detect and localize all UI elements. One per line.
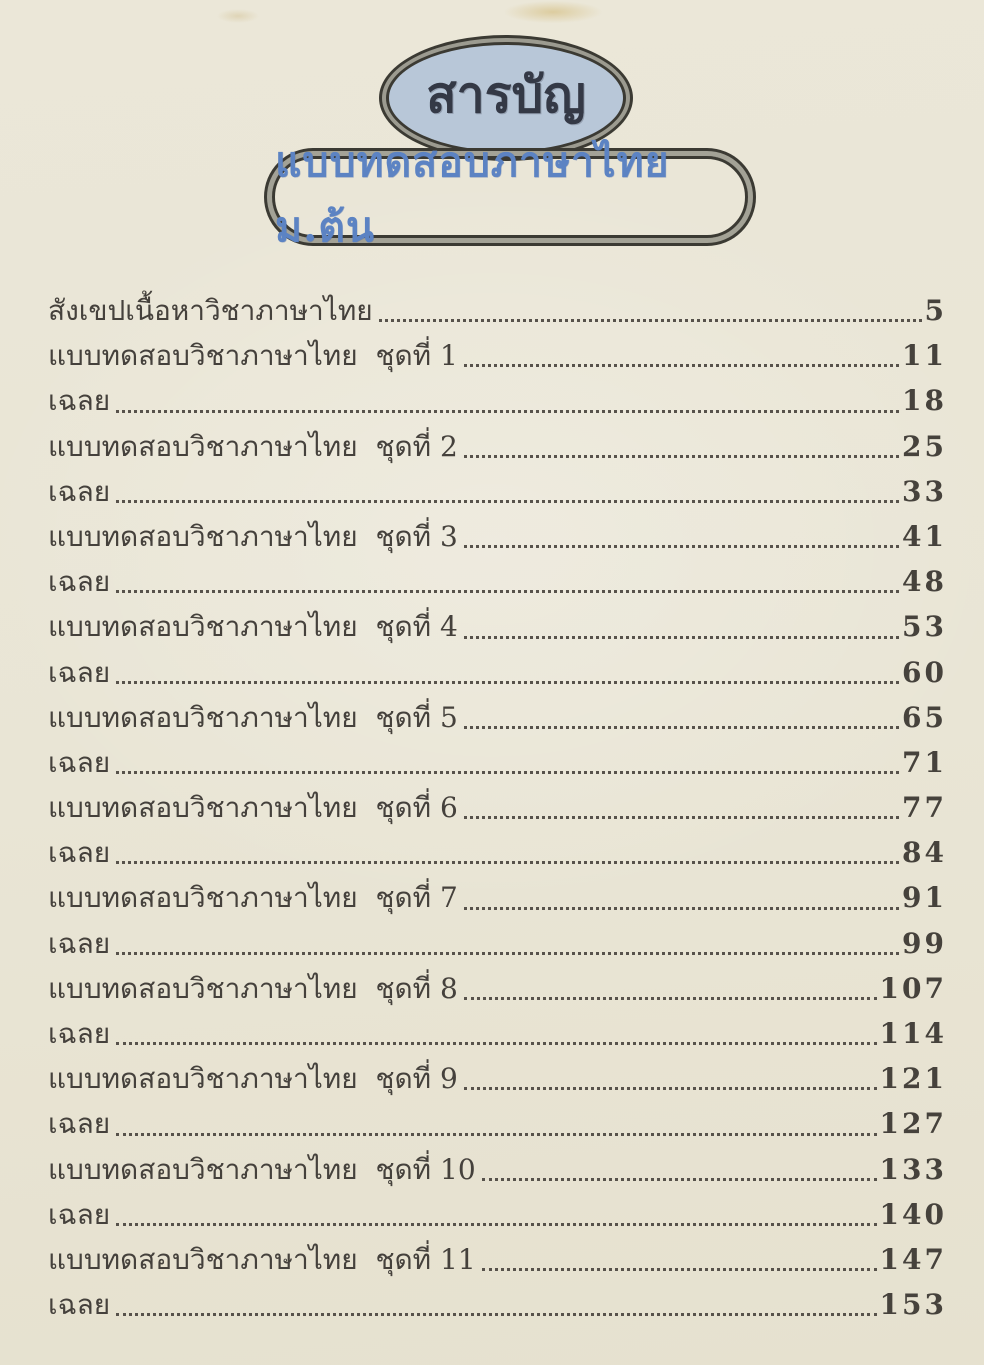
toc-entry <box>48 469 947 514</box>
toc-entry-label: เฉลย <box>48 745 111 779</box>
toc-entry-page-number: 133 <box>879 1152 947 1186</box>
toc-entry-label: เฉลย <box>48 384 111 418</box>
dotted-leader <box>116 590 899 593</box>
toc-entry <box>48 921 947 966</box>
toc-list <box>48 288 947 1327</box>
toc-entry-label: เฉลย <box>48 474 111 508</box>
dotted-leader <box>482 1268 877 1271</box>
toc-entry-label: แบบทดสอบวิชาภาษาไทย ชุดที่ 11 <box>48 1242 476 1276</box>
toc-entry <box>48 604 947 649</box>
toc-entry <box>48 785 947 830</box>
toc-entry-page-number: 71 <box>902 745 947 779</box>
toc-entry <box>48 1011 947 1056</box>
toc-entry <box>48 514 947 559</box>
toc-entry-label: แบบทดสอบวิชาภาษาไทย ชุดที่ 9 <box>48 1062 458 1096</box>
dotted-leader <box>464 907 899 910</box>
toc-entry-page-number: 53 <box>902 610 947 644</box>
dotted-leader <box>116 952 899 955</box>
dotted-leader <box>116 410 899 413</box>
dotted-leader <box>464 636 899 639</box>
toc-entry-page-number: 11 <box>902 339 947 373</box>
toc-entry <box>48 875 947 920</box>
toc-entry <box>48 830 947 875</box>
dotted-leader <box>464 364 899 367</box>
toc-entry-label: เฉลย <box>48 1017 111 1050</box>
dotted-leader <box>464 1087 877 1090</box>
dotted-leader <box>464 545 899 548</box>
toc-entry <box>48 1056 947 1101</box>
book-title-banner <box>272 138 748 251</box>
toc-entry-page-number: 114 <box>879 1017 947 1050</box>
book-title: แบบทดสอบภาษาไทย ม.ต้น <box>275 138 670 251</box>
dotted-leader <box>116 681 899 684</box>
toc-entry <box>48 288 947 333</box>
toc-entry-label: แบบทดสอบวิชาภาษาไทย ชุดที่ 7 <box>48 881 458 915</box>
toc-entry <box>48 559 947 604</box>
toc-entry-page-number: 77 <box>902 791 947 825</box>
toc-entry <box>48 1147 947 1192</box>
dotted-leader <box>116 771 899 774</box>
toc-entry <box>48 1192 947 1237</box>
toc-entry-page-number: 91 <box>902 881 947 915</box>
toc-entry-page-number: 25 <box>902 429 947 463</box>
dotted-leader <box>464 816 899 819</box>
dotted-leader <box>464 726 899 729</box>
dotted-leader <box>116 1313 876 1316</box>
dotted-leader <box>379 319 922 322</box>
dotted-leader <box>482 1178 877 1181</box>
dotted-leader <box>116 1223 876 1226</box>
dotted-leader <box>116 861 899 864</box>
toc-entry <box>48 966 947 1011</box>
toc-entry-page-number: 41 <box>902 519 947 553</box>
toc-entry <box>48 1282 947 1327</box>
toc-entry <box>48 333 947 378</box>
toc-entry-page-number: 99 <box>902 926 947 960</box>
toc-entry-label: แบบทดสอบวิชาภาษาไทย ชุดที่ 3 <box>48 519 458 553</box>
toc-entry-label: แบบทดสอบวิชาภาษาไทย ชุดที่ 4 <box>48 610 458 644</box>
toc-entry <box>48 1101 947 1146</box>
toc-entry-label: แบบทดสอบวิชาภาษาไทย ชุดที่ 6 <box>48 791 458 825</box>
toc-entry-label: แบบทดสอบวิชาภาษาไทย ชุดที่ 5 <box>48 700 458 734</box>
toc-entry <box>48 378 947 423</box>
toc-entry-page-number: 127 <box>879 1107 947 1141</box>
toc-entry-label: เฉลย <box>48 1288 111 1322</box>
toc-entry-label: เฉลย <box>48 926 111 960</box>
toc-entry-label: แบบทดสอบวิชาภาษาไทย ชุดที่ 1 <box>48 339 458 373</box>
toc-entry <box>48 424 947 469</box>
dotted-leader <box>464 455 899 458</box>
toc-entry-label: เฉลย <box>48 1197 111 1231</box>
toc-entry-label: แบบทดสอบวิชาภาษาไทย ชุดที่ 2 <box>48 429 458 463</box>
toc-entry-label: เฉลย <box>48 1107 111 1141</box>
toc-entry <box>48 1237 947 1282</box>
dotted-leader <box>116 1133 876 1136</box>
toc-entry-page-number: 121 <box>879 1062 947 1096</box>
toc-entry-page-number: 147 <box>879 1242 947 1276</box>
toc-entry <box>48 650 947 695</box>
toc-entry-page-number: 18 <box>902 384 947 418</box>
toc-entry-page-number: 33 <box>902 474 947 508</box>
toc-entry-page-number: 5 <box>924 294 947 327</box>
toc-entry-page-number: 84 <box>902 836 947 870</box>
toc-entry-label: สังเขปเนื้อหาวิชาภาษาไทย <box>48 294 373 327</box>
dotted-leader <box>116 500 899 503</box>
toc-entry <box>48 740 947 785</box>
toc-entry-label: แบบทดสอบวิชาภาษาไทย ชุดที่ 8 <box>48 971 458 1005</box>
contents-title: สารบัญ <box>426 64 586 124</box>
toc-entry-page-number: 65 <box>902 700 947 734</box>
toc-entry-label: เฉลย <box>48 565 111 599</box>
toc-entry <box>48 695 947 740</box>
toc-entry-label: เฉลย <box>48 655 111 689</box>
toc-entry-page-number: 48 <box>902 565 947 599</box>
toc-entry-page-number: 60 <box>902 655 947 689</box>
toc-entry-page-number: 107 <box>879 971 947 1005</box>
toc-entry-page-number: 140 <box>879 1197 947 1231</box>
dotted-leader <box>116 1042 876 1045</box>
toc-entry-label: เฉลย <box>48 836 111 870</box>
toc-entry-label: แบบทดสอบวิชาภาษาไทย ชุดที่ 10 <box>48 1152 476 1186</box>
dotted-leader <box>464 997 877 1000</box>
toc-entry-page-number: 153 <box>879 1288 947 1322</box>
